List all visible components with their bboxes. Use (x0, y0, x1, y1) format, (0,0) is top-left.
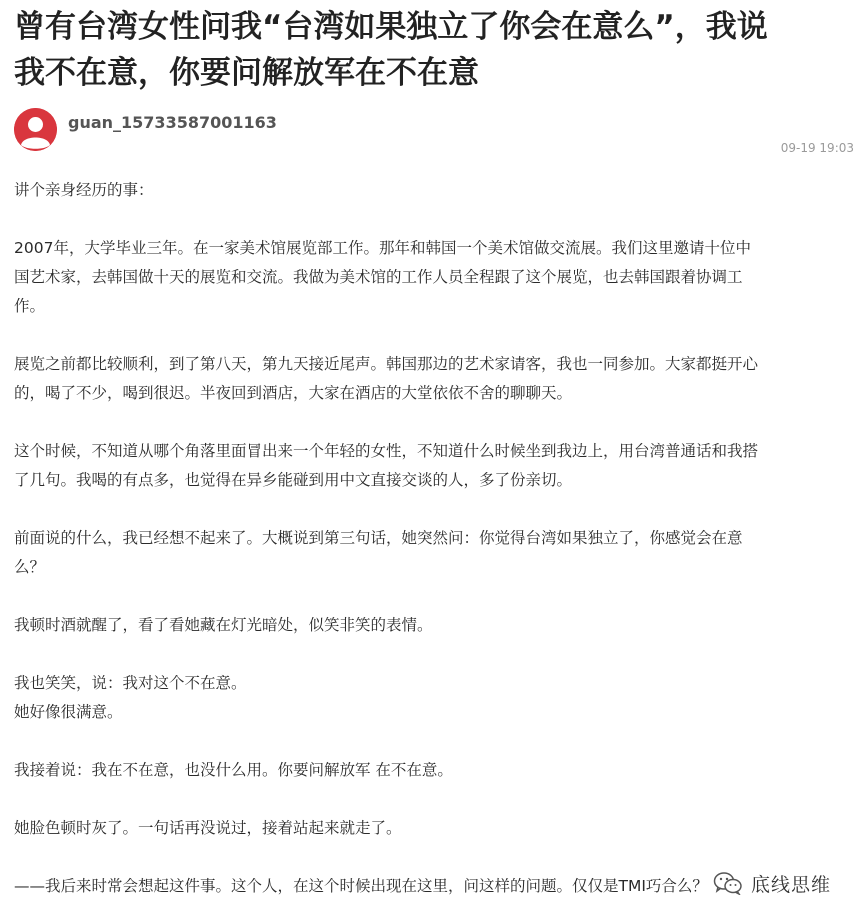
paragraph-line: 展览之前都比较顺利，到了第八天，第九天接近尾声。韩国那边的艺术家请客，我也一同参加。大家都挺开心 (14, 355, 759, 373)
paragraph-3 (14, 350, 859, 408)
watermark-text: 底线思维 (750, 873, 831, 896)
paragraph-line: 这个时候，不知道从哪个角落里面冒出来一个年轻的女性，不知道什么时候坐到我边上，用台湾普通话和我搭 (14, 442, 759, 460)
watermark (709, 868, 835, 898)
paragraph-line: 她脸色顿时灰了。一句话再没说过，接着站起来就走了。 (14, 819, 402, 837)
wechat-icon (713, 871, 743, 895)
paragraph-line: 2007年，大学毕业三年。在一家美术馆展览部工作。那年和韩国一个美术馆做交流展。我们这里邀请十位中 (14, 239, 751, 257)
title-line-1: 曾有台湾女性问我“台湾如果独立了你会在意么”，我说 (14, 9, 768, 45)
author-name[interactable]: guan_15733587001163 (68, 113, 277, 132)
paragraph-5 (14, 524, 859, 582)
paragraph-line: 我顿时酒就醒了，看了看她藏在灯光暗处，似笑非笑的表情。 (14, 616, 433, 634)
paragraph-line: 我也笑笑，说：我对这个不在意。 (14, 674, 247, 692)
paragraph-line: 作。 (14, 297, 46, 315)
paragraph-line: 的，喝了不少，喝到很迟。半夜回到酒店，大家在酒店的大堂依依不舍的聊聊天。 (14, 384, 573, 402)
title-line-2: 我不在意，你要问解放军在不在意 (14, 55, 479, 91)
paragraph-7 (14, 669, 859, 727)
paragraph-line: 了几句。我喝的有点多，也觉得在异乡能碰到用中文直接交谈的人，多了份亲切。 (14, 471, 573, 489)
avatar[interactable] (14, 108, 57, 151)
paragraph-line: 讲个亲身经历的事： (14, 181, 154, 199)
paragraph-2 (14, 234, 859, 321)
paragraph-9 (14, 814, 859, 843)
user-icon (14, 108, 57, 151)
paragraph-line: 我接着说：我在不在意，也没什么用。你要问解放军 在不在意。 (14, 761, 453, 779)
author-row (14, 108, 854, 158)
paragraph-6 (14, 611, 859, 640)
article-body (14, 176, 859, 901)
paragraph-line: 她好像很满意。 (14, 703, 123, 721)
paragraph-line: 国艺术家，去韩国做十天的展览和交流。我做为美术馆的工作人员全程跟了这个展览，也去韩国跟着协调工 (14, 268, 743, 286)
paragraph-1 (14, 176, 859, 205)
paragraph-line: 么？ (14, 558, 46, 576)
paragraph-8 (14, 756, 859, 785)
timestamp: 09-19 19:03 (780, 141, 854, 155)
paragraph-line: ——我后来时常会想起这件事。这个人，在这个时候出现在这里，问这样的问题。仅仅是TMI巧合么？ (14, 877, 708, 895)
article-title (14, 4, 859, 96)
paragraph-line: 前面说的什么，我已经想不起来了。大概说到第三句话，她突然问：你觉得台湾如果独立了，你感觉会在意 (14, 529, 743, 547)
paragraph-4 (14, 437, 859, 495)
